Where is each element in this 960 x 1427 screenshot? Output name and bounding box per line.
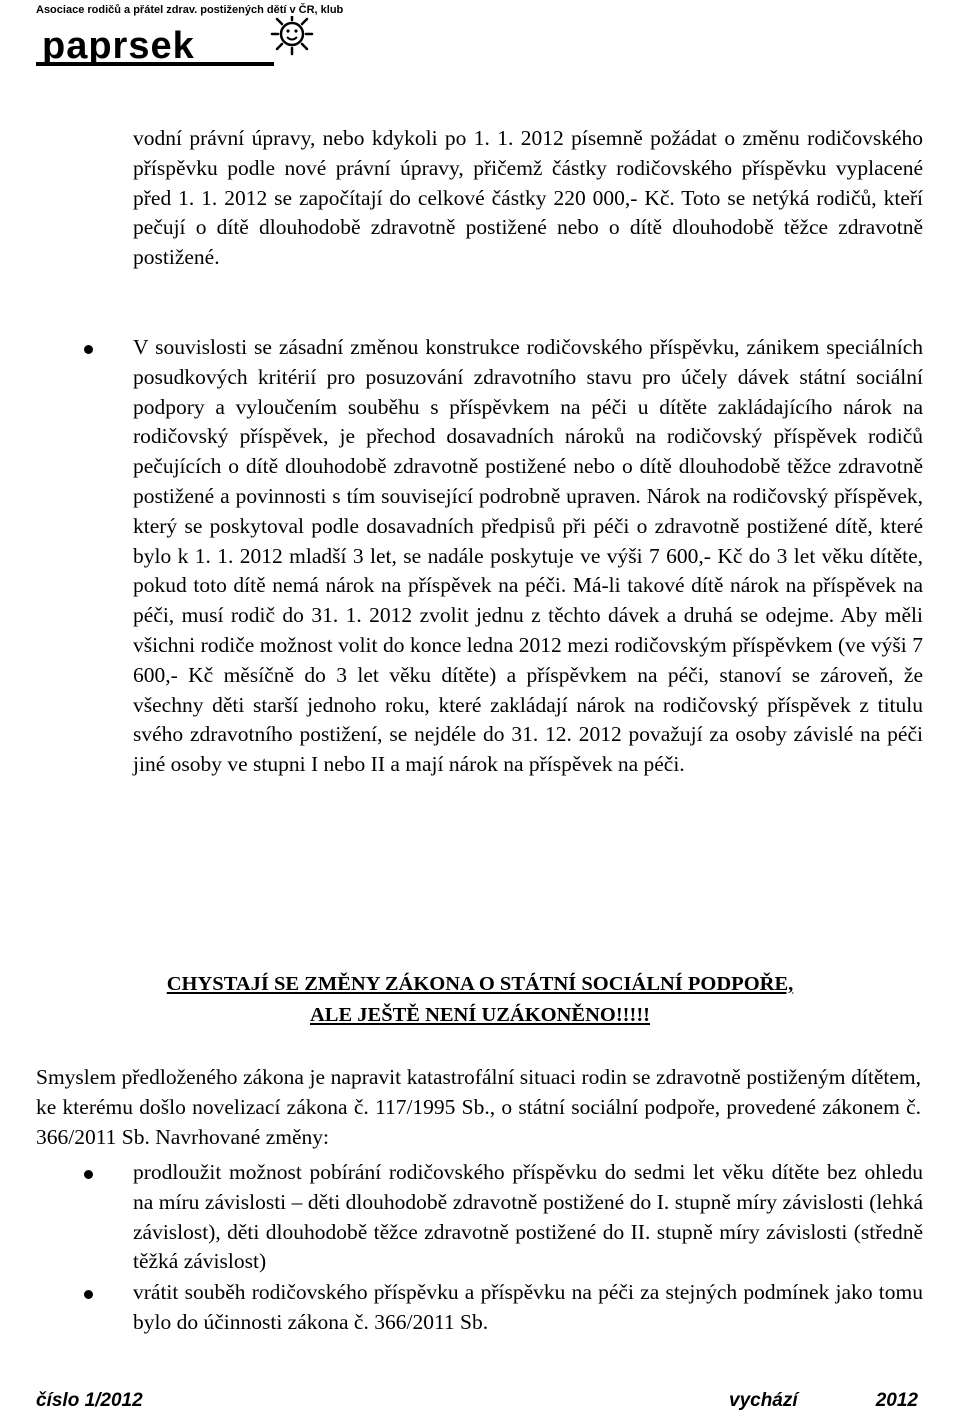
bullet-dot [84,345,93,354]
section-headline-line1: CHYSTAJÍ SE ZMĚNY ZÁKONA O STÁTNÍ SOCIÁLNÍ PODPOŘE, [166,973,794,995]
issue-number: číslo 1/2012 [36,1390,143,1411]
section-headline-line2: ALE JEŠTĚ NENÍ UZÁKONĚNO!!!!! [310,1004,650,1026]
organization-name: Asociace rodičů a přátel zdrav. postižených dětí v ČR, klub [36,4,344,16]
bullet-dot [84,1290,93,1299]
continuation-paragraph: vodní právní úpravy, nebo kdykoli po 1. 1. 2012 písemně požádat o změnu rodičovského příspěvku podle nové právní úpravy, přičemž částky rodičovského příspěvku vyplacené před 1. 1. 2012 se započítají do celkové částky 220 000,- Kč. Toto se netýká rodičů, kteří pečují o dítě dlouhodobě zdravotně postižené nebo o dítě dlouhodobě těžce zdravotně postižené. [133,126,923,270]
page-footer [36,1390,918,1420]
published-label: vychází [729,1390,798,1411]
bullet-paragraph-transition: V souvislosti se zásadní změnou konstrukce rodičovského příspěvku, zánikem speciálních posudkových kritérií pro posuzování zdravotního stavu pro účely dávek státní sociální podpory a vyloučením souběhu s příspěvkem na péči u dítěte zakládajícího nárok na rodičovský příspěvek, je přechod dosavadních nároků na rodičovský příspěvek rodičů pečujících o dítě dlouhodobě zdravotně postižené nebo o dítě dlouhodobě těžce zdravotně postižené a povinnosti s tím související podrobně upraven. Nárok na rodičovský příspěvek, který se poskytoval podle dosavadních předpisů při péči o zdravotně postižené dítě, které bylo k 1. 1. 2012 mladší 3 let, se nadále poskytuje ve výši 7 600,- Kč do 3 let věku dítěte, pokud toto dítě nemá nárok na příspěvek na péči. Má-li takové dítě nárok na příspěvek na péči, musí rodič do 31. 1. 2012 zvolit jednu z těchto dávek a druhá se odejme. Aby měli všichni rodiče možnost volit do konce ledna 2012 mezi rodičovským příspěvkem (ve výši 7 600,- Kč měsíčně do 3 let věku dítěte) a příspěvkem na péči, stanoví se zároveň, že všechny děti starší jednoho roku, které zakládají nárok na rodičovský příspěvek z titulu svého zdravotního postižení, se nejdéle do 31. 12. 2012 považují za osoby závislé na péči jiné osoby ve stupni I nebo II a mají nárok na příspěvek na péči. [133,335,923,777]
change-item-1: prodloužit možnost pobírání rodičovského příspěvku do sedmi let věku dítěte bez ohledu na míru závislosti – děti dlouhodobě zdravotně postižené do I. stupně míry závislosti (lehká závislost), děti dlouhodobě těžce zdravotně postižené do II. stupně míry závislosti (středně těžká závislost) [133,1160,923,1274]
logo-text: paprsek [42,25,195,67]
footer-year: 2012 [875,1390,918,1411]
intro-paragraph: Smyslem předloženého zákona je napravit katastrofální situaci rodin se zdravotně postiženým dítětem, ke kterému došlo novelizací zákona č. 117/1995 Sb., o státní sociální podpoře, provedené zákonem č. 366/2011 Sb. Navrhované změny: [36,1065,921,1149]
page-header [36,4,344,74]
change-item-2: vrátit souběh rodičovského příspěvku a příspěvku na péči za stejných podmínek jako tomu bylo do účinnosti zákona č. 366/2011 Sb. [133,1280,923,1334]
sun-face-icon [272,16,312,54]
bullet-dot [84,1170,93,1179]
paprsek-logo [36,16,316,72]
